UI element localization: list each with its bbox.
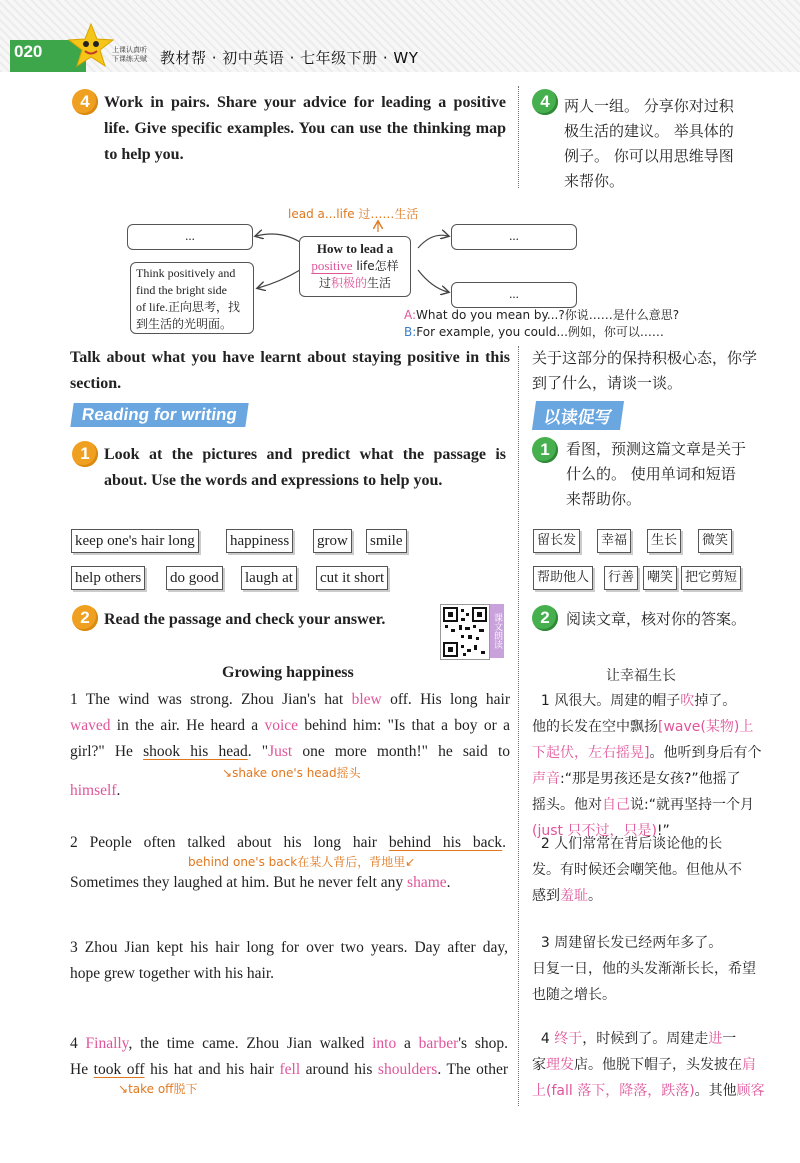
word-card-cn: 生长	[647, 529, 681, 553]
map-empty-box: ...	[451, 282, 577, 308]
qr-code[interactable]	[440, 604, 490, 660]
map-phrase-note: lead a...life 过……生活	[288, 207, 419, 221]
talk-instruction-cn: 关于这部分的保持积极心态，你学 到了什么，请谈一谈。	[532, 349, 758, 392]
word-card: grow	[313, 529, 352, 553]
column-divider	[518, 86, 519, 188]
passage-cn-paragraph-4: 4 终于，时候到了。周建走进一 家理发店。他脱下帽子，头发披在肩 上(fall 落下，降落，跌落)。其他顾客	[532, 1031, 765, 1099]
map-center-box: How to lead a positive life怎样 过积极的生活	[299, 236, 411, 297]
task2-instruction-en: Read the passage and check your answer.	[104, 611, 386, 628]
word-card: cut it short	[316, 566, 388, 590]
phrase-note: ↘shake one's head摇头	[222, 766, 361, 780]
word-card: do good	[166, 566, 223, 590]
word-card: smile	[366, 529, 407, 553]
passage-en-paragraph-4: 4 Finally, the time came. Zhou Jian walked into a barber's shop. He took off his hat and his hair fell around his shoulders. The other	[70, 1035, 508, 1078]
phrase-note: behind one's back在某人背后，背地里↙	[188, 855, 416, 869]
word-card-cn: 行善	[604, 566, 638, 590]
useful-expressions: A:What do you mean by...?你说……是什么意思? B:For example, you could...例如，你可以……	[404, 308, 680, 339]
map-example-box: Think positively and find the bright side of life.正向思考，找 到生活的光明面。	[130, 262, 254, 334]
passage-en-paragraph-1-end: himself.	[70, 782, 121, 799]
passage-cn-paragraph-1: 1 风很大。周建的帽子吹掉了。 他的长发在空中飘扬[wave(某物)上 下起伏，左右摇晃]。他听到身后有个 声音:“那是男孩还是女孩?”他摇了 摇头。他对自己说:“就再坚持一个月 (just 只不过，只是)!”	[532, 693, 762, 839]
passage-title-cn: 让幸福生长	[606, 668, 676, 684]
header-tagline: 上课认真听 下课练天赋	[112, 46, 147, 63]
word-card-cn: 把它剪短	[681, 566, 741, 590]
word-card-cn: 帮助他人	[533, 566, 593, 590]
talk-instruction-en: Talk about what you have learnt about staying positive in this section.	[70, 349, 510, 392]
passage-title-en: Growing happiness	[222, 664, 354, 681]
task4-instruction-cn: 两人一组。 分享你对过积 极生活的建议。 举具体的 例子。 你可以用思维导图 来帮你。	[564, 97, 734, 190]
task-number-badge: 4	[532, 89, 558, 115]
word-card: keep one's hair long	[71, 529, 199, 553]
task-number-badge: 2	[532, 605, 558, 631]
section-title-cn: 以读促写	[532, 401, 624, 430]
task-number-badge: 1	[72, 441, 98, 467]
task1-instruction-cn: 看图，预测这篇文章是关于 什么的。 使用单词和短语 来帮助你。	[566, 440, 747, 508]
word-card-cn: 微笑	[698, 529, 732, 553]
passage-en-paragraph-2-end: Sometimes they laughed at him. But he never felt any shame.	[70, 874, 451, 891]
passage-en-paragraph-2: 2 People often talked about his long hair behind his back.	[70, 834, 506, 851]
passage-cn-paragraph-2: 2 人们常常在背后谈论他的长 发。有时候还会嘲笑他。但他从不 感到羞耻。	[532, 836, 742, 904]
word-card-cn: 嘲笑	[643, 566, 677, 590]
word-card-cn: 幸福	[597, 529, 631, 553]
word-card-cn: 留长发	[533, 529, 580, 553]
task2-instruction-cn: 阅读文章，核对你的答案。	[566, 610, 747, 628]
page-number: 020	[14, 42, 43, 61]
word-card: happiness	[226, 529, 293, 553]
task4-instruction-en: Work in pairs. Share your advice for leading a positive life. Give specific examples. You can use the thinking map to help you.	[104, 94, 506, 163]
task-number-badge: 2	[72, 605, 98, 631]
passage-en-paragraph-1: 1 The wind was strong. Zhou Jian's hat blew off. His long hair waved in the air. He heard a voice behind him: "Is that a boy or a girl?" He shook his head. "Just one more month!" he said to	[70, 691, 511, 760]
section-title-en: Reading for writing	[70, 403, 248, 427]
task-number-badge: 4	[72, 89, 98, 115]
word-card: laugh at	[241, 566, 297, 590]
word-card: help others	[71, 566, 145, 590]
passage-en-paragraph-3: 3 Zhou Jian kept his hair long for over two years. Day after day, hope grew together with his hair.	[70, 939, 508, 982]
phrase-note: ↘take off脱下	[118, 1082, 198, 1096]
map-empty-box: ...	[451, 224, 577, 250]
passage-cn-paragraph-3: 3 周建留长发已经两年多了。 日复一日，他的头发渐渐长长，希望 也随之增长。	[532, 935, 756, 1003]
qr-label: 课文朗读	[490, 604, 504, 658]
book-title: 教材帮 · 初中英语 · 七年级下册 · WY	[160, 49, 419, 67]
task1-instruction-en: Look at the pictures and predict what the passage is about. Use the words and expressions to help you.	[104, 446, 506, 489]
map-empty-box: ...	[127, 224, 253, 250]
mascot-star-icon	[68, 22, 114, 72]
column-divider	[518, 346, 519, 1106]
task-number-badge: 1	[532, 437, 558, 463]
